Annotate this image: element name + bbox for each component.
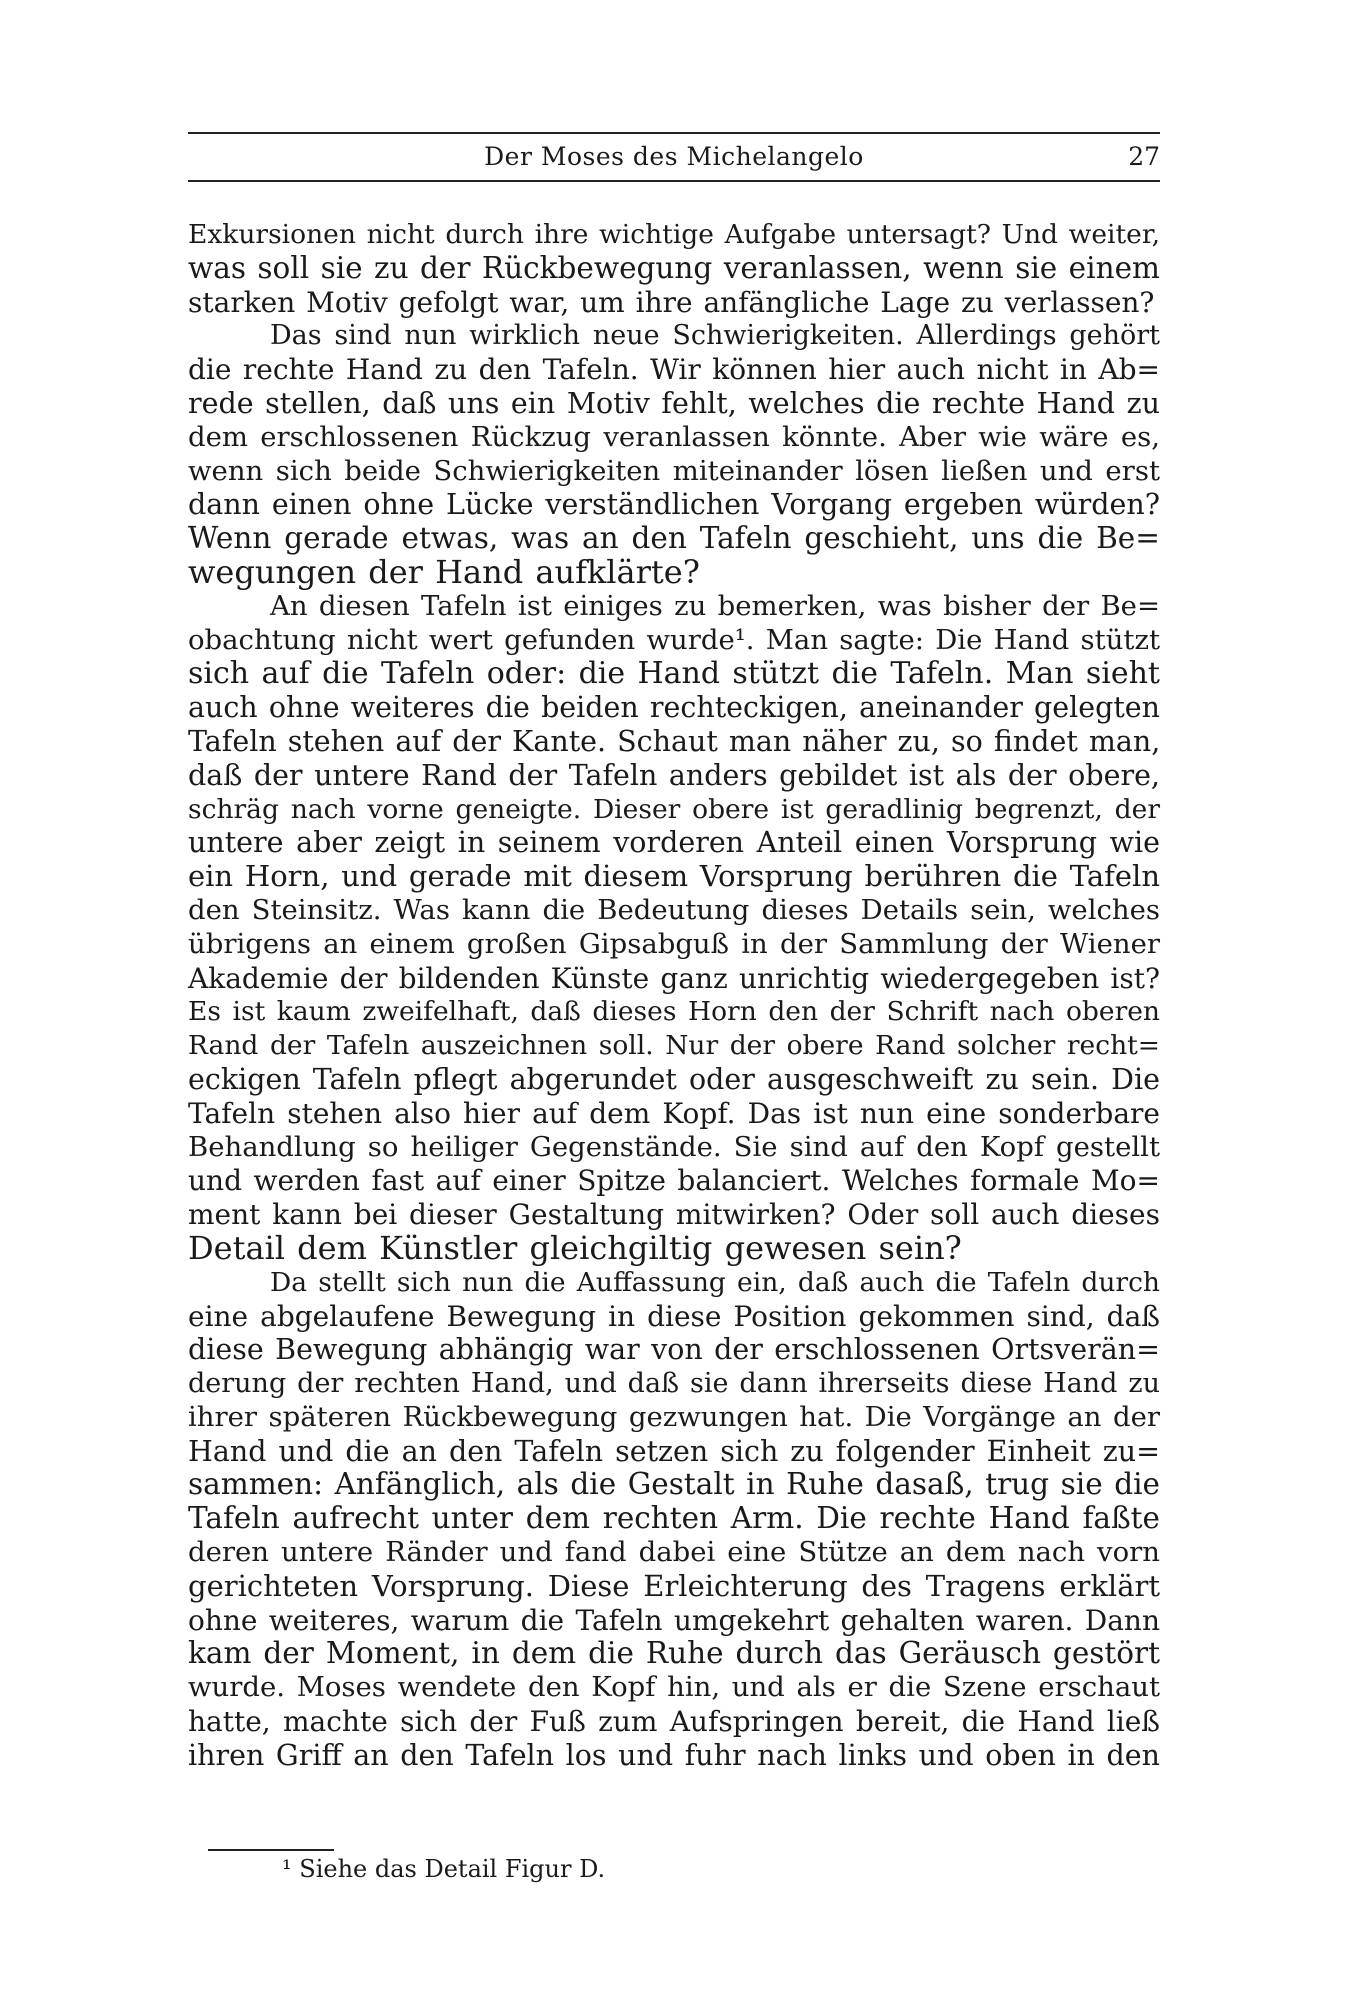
- text-line: Exkursionen nicht durch ihre wichtige Aufgabe untersagt? Und weiter,: [188, 219, 1160, 250]
- text-line: übrigens an einem großen Gipsabguß in der Sammlung der Wiener: [188, 927, 1160, 960]
- page-number: 27: [1128, 142, 1160, 171]
- footnote-rule: [208, 1849, 334, 1851]
- text-line: ohne weiteres, warum die Tafeln umgekehrt gehalten waren. Dann: [188, 1603, 1160, 1637]
- text-line: Behandlung so heiliger Gegenstände. Sie sind auf den Kopf gestellt: [188, 1130, 1160, 1163]
- text-line: Da stellt sich nun die Auffassung ein, daß auch die Tafeln durch: [270, 1266, 1160, 1298]
- text-line: ihrer späteren Rückbewegung gezwungen hat. Die Vorgänge an der: [188, 1400, 1160, 1433]
- text-line: kam der Moment, in dem die Ruhe durch das Geräusch gestört: [188, 1636, 1160, 1671]
- text-line: wurde. Moses wendete den Kopf hin, und als er die Szene erschaut: [188, 1671, 1160, 1704]
- text-line: gerichteten Vorsprung. Diese Erleichterung des Tragens erklärt: [188, 1568, 1160, 1603]
- text-line: hatte, machte sich der Fuß zum Aufspringen bereit, die Hand ließ: [188, 1705, 1160, 1739]
- text-line: untere aber zeigt in seinem vorderen Anteil einen Vorsprung wie: [188, 826, 1160, 860]
- text-line: wegungen der Hand aufklärte?: [188, 552, 700, 591]
- text-line: An diesen Tafeln ist einiges zu bemerken, was bisher der Be=: [270, 589, 1160, 622]
- text-line: Rand der Tafeln auszeichnen soll. Nur der obere Rand solcher recht=: [188, 1030, 1160, 1062]
- text-line: die rechte Hand zu den Tafeln. Wir können hier auch nicht in Ab=: [188, 353, 1160, 387]
- text-line: was soll sie zu der Rückbewegung veranlassen, wenn sie einem: [188, 250, 1160, 285]
- text-line: sammen: Anfänglich, als die Gestalt in Ruhe dasaß, trug sie die: [188, 1467, 1160, 1502]
- text-line: dem erschlossenen Rückzug veranlassen könnte. Aber wie wäre es,: [188, 420, 1160, 453]
- text-line: wenn sich beide Schwierigkeiten miteinander lösen ließen und erst: [188, 454, 1160, 487]
- text-line: obachtung nicht wert gefunden wurde¹. Man sagte: Die Hand stützt: [188, 623, 1160, 656]
- text-line: diese Bewegung abhängig war von der erschlossenen Ortsverän=: [188, 1333, 1160, 1367]
- text-line: schräg nach vorne geneigte. Dieser obere ist geradlinig begrenzt, der: [188, 793, 1160, 825]
- footnote: ¹ Siehe das Detail Figur D.: [282, 1855, 606, 1883]
- text-line: daß der untere Rand der Tafeln anders gebildet ist als der obere,: [188, 758, 1160, 792]
- text-line: eine abgelaufene Bewegung in diese Position gekommen sind, daß: [188, 1299, 1160, 1333]
- text-line: Wenn gerade etwas, was an den Tafeln geschieht, uns die Be=: [188, 521, 1160, 556]
- text-line: Das sind nun wirklich neue Schwierigkeiten. Allerdings gehört: [270, 320, 1160, 352]
- text-line: Tafeln stehen auf der Kante. Schaut man näher zu, so findet man,: [188, 724, 1161, 758]
- text-line: sich auf die Tafeln oder: die Hand stützt die Tafeln. Man sieht: [188, 656, 1160, 692]
- text-line: Es ist kaum zweifelhaft, daß dieses Horn den der Schrift nach oberen: [188, 996, 1160, 1028]
- text-line: auch ohne weiteres die beiden rechteckigen, aneinander gelegten: [188, 691, 1160, 725]
- text-line: Akademie der bildenden Künste ganz unrichtig wiedergegeben ist?: [188, 961, 1160, 995]
- text-line: ment kann bei dieser Gestaltung mitwirken? Oder soll auch dieses: [188, 1198, 1160, 1232]
- text-line: starken Motiv gefolgt war, um ihre anfängliche Lage zu verlassen?: [188, 285, 1155, 319]
- text-line: den Steinsitz. Was kann die Bedeutung dieses Details sein, welches: [188, 893, 1160, 926]
- running-title: Der Moses des Michelangelo: [484, 142, 864, 171]
- text-line: und werden fast auf einer Spitze balanciert. Welches formale Mo=: [188, 1164, 1160, 1198]
- text-line: Tafeln stehen also hier auf dem Kopf. Das ist nun eine sonderbare: [188, 1096, 1160, 1130]
- text-line: Hand und die an den Tafeln setzen sich zu folgender Einheit zu=: [188, 1434, 1160, 1468]
- text-line: Detail dem Künstler gleichgiltig gewesen sein?: [188, 1228, 962, 1267]
- text-line: ihren Griff an den Tafeln los und fuhr nach links und oben in den: [188, 1738, 1160, 1772]
- text-line: derung der rechten Hand, und daß sie dann ihrerseits diese Hand zu: [188, 1368, 1160, 1400]
- text-line: ein Horn, und gerade mit diesem Vorsprung berühren die Tafeln: [188, 859, 1160, 894]
- body-text: [188, 218, 1160, 1773]
- text-line: eckigen Tafeln pflegt abgerundet oder ausgeschweift zu sein. Die: [188, 1062, 1160, 1096]
- text-line: deren untere Ränder und fand dabei eine Stütze an dem nach vorn: [188, 1536, 1160, 1569]
- header-bottom-rule: [188, 180, 1160, 182]
- text-line: dann einen ohne Lücke verständlichen Vorgang ergeben würden?: [188, 488, 1160, 522]
- text-line: rede stellen, daß uns ein Motiv fehlt, welches die rechte Hand zu: [188, 386, 1160, 420]
- text-line: Tafeln aufrecht unter dem rechten Arm. Die rechte Hand faßte: [188, 1501, 1160, 1536]
- header-top-rule: [188, 132, 1160, 134]
